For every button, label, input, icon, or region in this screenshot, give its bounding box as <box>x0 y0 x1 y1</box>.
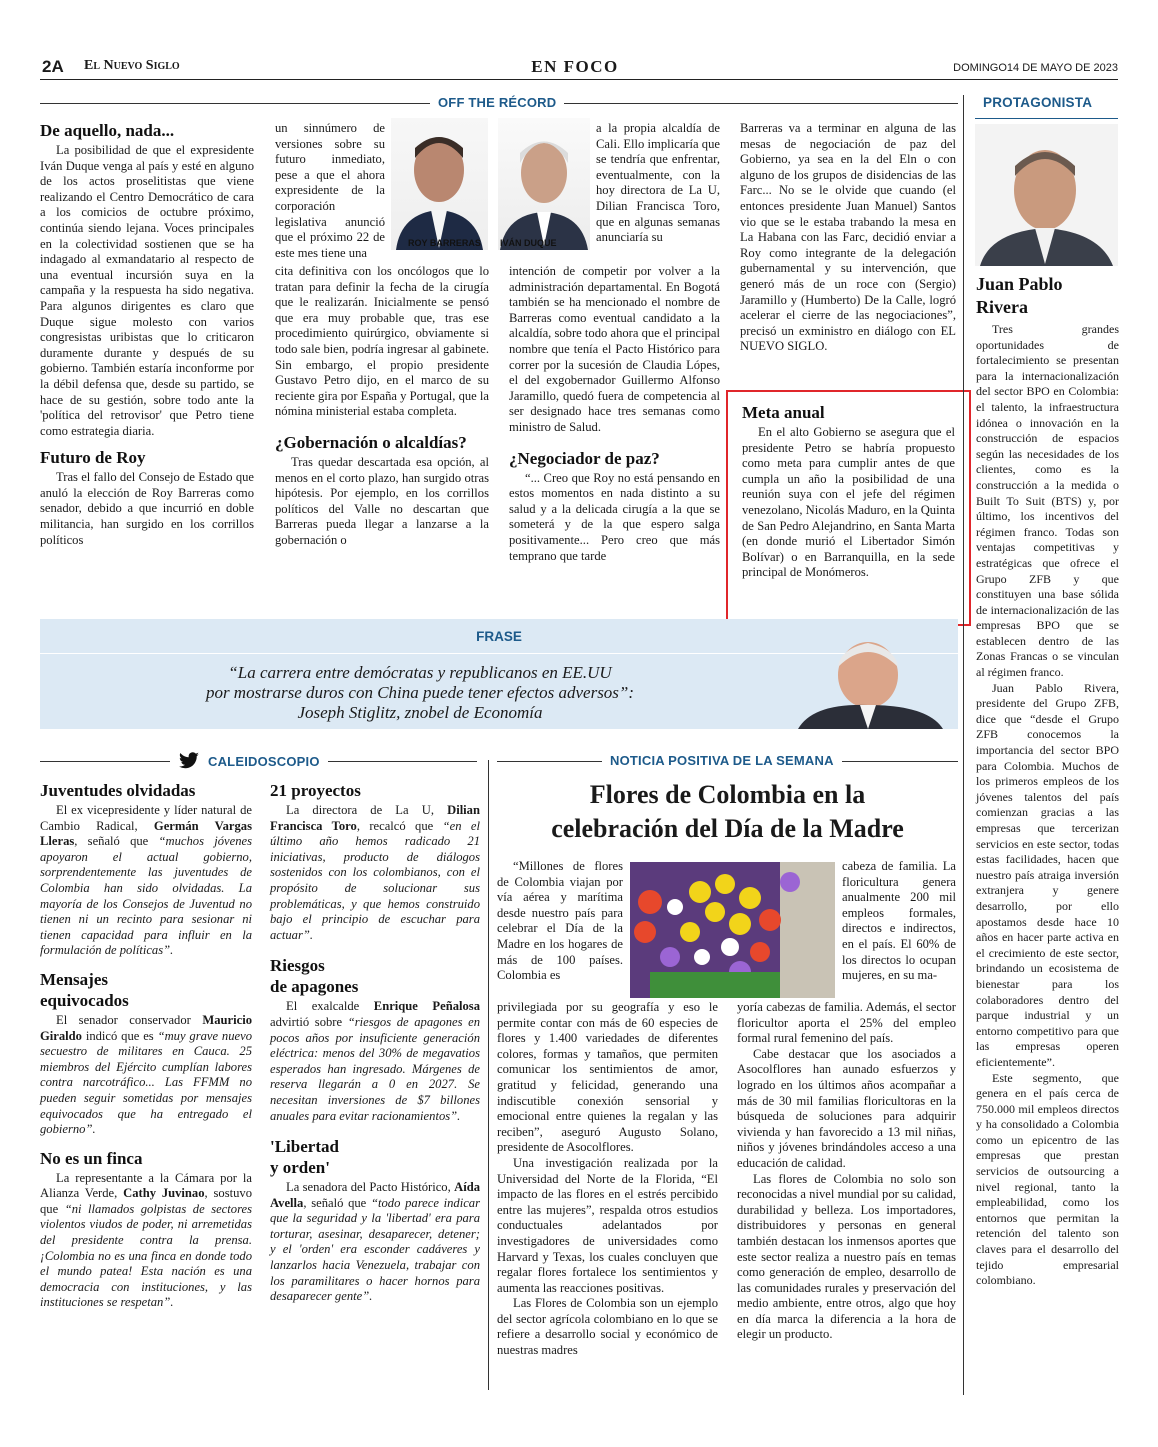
issue-date: DOMINGO14 DE MAYO DE 2023 <box>953 62 1118 74</box>
roy-barreras-caption: ROY BARRERAS <box>408 238 481 248</box>
flowers-bouquet-icon <box>630 862 835 998</box>
noticia-colA: privilegiada por su geografía y eso le permite contar con más de 60 especies de flores y 1.400 variedades de diferentes colores, formas y tamaños, que permiten comunicar los sentimientos de amor, gratitud y felicidad, generando una indiscutible conexión sensorial y emocional entre quienes la regalan y las reciben”, aseguró Augusto Solano, presidente de Asocolflores. Una investigación realizada por la Universidad del Norte de la Florida, “El impacto de las flores en el estrés percibido entre las mujeres”, respalda otros estudios conductuales adelantados por investigadores de universidades como Harvard y Texas, los cuales concluyen que regalar flores fortalece los sentimientos y aumenta las reacciones positivas. Las Flores de Colombia son un ejemplo del sector agrícola colombiano en lo que se refiere a desarrollo social y económico de nuestras madres <box>497 1000 718 1358</box>
otr-col4-text: Barreras va a terminar en alguna de las mesas de negociación de paz del Gobierno, ya sea en la del Eln o con alguno de los grupos de disidencias de las Farc... No se le olvide que cuando (el entonces presidente Juan Manuel) Santos vio que se le estaba trabando la mesa en La Habana con las Farc, decidió enviar a Roy como integrante de la delegación gubernamental y su intervención, que generó más de un roce con (Sergio) Jaramillo y (Humberto) De la Calle, logró acelerar el cierre de las negociaciones”, precisó un exministro en diálogo con EL NUEVO SIGLO. <box>740 121 956 354</box>
cal-name-toro: Dilian Francisca Toro <box>270 803 480 833</box>
otr-text-meta-anual: En el alto Gobierno se asegura que el presidente Petro se habría propuesto como meta para cumplir antes de que cumpla un año la posibilidad de una reunión suya con el jefe del régimen venezolano, Nicolás Maduro, en la Quinta de San Pedro Alejandrino, en Santa Marta (en donde murió el Libertador Simón Bolívar) o en Barranquilla, en la sede principal de Monómeros. <box>742 425 955 580</box>
cal-text-finca: La representante a la Cámara por la Alianza Verde, Cathy Juvinao, sostuvo que “ni llamados golpistas de sectores violentos viudos de poder, ni arremetidas del presidente contra la prensa. ¡Colombia no es una finca en donde todo el mundo patea! Esta nación es una democracia con instituciones, y las instituciones se respetan”. <box>40 1170 252 1310</box>
twitter-bird-icon <box>178 752 200 770</box>
masthead: El Nuevo Siglo <box>84 58 180 73</box>
cal-text-mensajes: El senador conservador Mauricio Giraldo indicó que es “muy grave nuevo secuestro de militares en Cauca. 25 miembros del Ejército cumplían labores contra narcotráfico... Las FFMM no pueden seguir sometidas por mensajes equivocados que ha entregado el gobierno”. <box>40 1012 253 1137</box>
noticia-headline-line2: celebración del Día de la Madre <box>551 814 904 843</box>
cal-name-penalosa: Enrique Peñalosa <box>373 999 480 1014</box>
cal-text-libertad: La senadora del Pacto Histórico, Aída Avella, señaló que “todo parece indicar que la seguridad y la 'libertad' era para torturar, asesinar, desaparecer, detener; y el 'orden' era esconder cadáveres y lanzarlos hacia Venezuela, trabajar con los paramilitares o hacer hornos para desaparecer gente”. <box>270 1180 480 1304</box>
otr-col2-top: un sinnúmero de versiones sobre su futuro inmediato, pese a que el ahora expresidente de la corporación legislativa anunció que el próximo 22 de este mes tiene una <box>275 121 385 260</box>
otr-heading-negociador: ¿Negociador de paz? <box>509 448 660 468</box>
header-rule <box>40 79 1118 80</box>
otr-text-de-aquello: La posibilidad de que el expresidente Iván Duque venga al país y esté en alguno de los actos proselitistas que viene realizando el Centro Democrático de cara a los comicios de octubre próximo, continúa siendo lejana. Voces principales en la colectividad sostienen que se ha indagado al exmandatario al respecto de una eventual incursión suya en la campaña y la respuesta ha sido negativa. Para algunos dirigentes es claro que Duque sigue molesto con varios congresistas uribistas que lo criticaron duramente durante y después de su gobierno. También estaría inconforme por la débil defensa que, desde su partido, se hace de su gestión, sobre todo ante la 'política del retrovisor' que Petro tiene como estrategia diaria. <box>40 143 254 438</box>
cal-text-riesgos: El exalcalde Enrique Peñalosa advirtió sobre “riesgos de apagones en pocos años por insuficiente generación eléctrica: menos del 30% de megavatios esperados han ingresado. Márgenes de reserva llegarán a 0 en 2027. Se necesitan inversiones de $7 billones anuales para evitar racionamientos”. <box>270 999 480 1123</box>
otr-col3-top: a la propia alcaldía de Cali. Ello implicaría que se tendría que enfrentar, eventualmente, con la hoy directora de La U, Dilian Francisca Toro, que en algunas semanas anunciaría su <box>596 121 720 245</box>
protagonista-label: PROTAGONISTA <box>983 95 1093 110</box>
protagonista-p2: Juan Pablo Rivera, presidente del Grupo ZFB, dice que “desde el Grupo ZFB conocemos la importancia del sector BPO para Colombia. Muchos de los primeros empleos de los jóvenes talentos del país comienzan gracias a las empresas que tercerizan servicios en este sector, todas estas facilidades, hacen que nuestro país atraiga inversión extranjera y genere desarrollo, por ello apostamos desde hace 10 años en hacer parte activa en el crecimiento de este sector, brindando un ecosistema de bienestar para los colaboradores dentro del parque industrial y un entorno competitivo para que las empresas operen eficientemente”. <box>976 680 1119 1069</box>
caleidoscopio-col2 <box>270 778 480 1305</box>
noticia-headline <box>497 778 958 846</box>
noticia-colA-narrow: “Millones de flores de Colombia viajan por vía aérea y marítima desde nuestro país para celebrar el Día de la Madre en los hogares de más de 100 países. Colombia es <box>497 859 623 983</box>
frase-label: FRASE <box>476 629 522 644</box>
roy-barreras-photo <box>391 118 488 250</box>
ivan-duque-photo <box>498 118 590 250</box>
otr-text-negociador: “... Creo que Roy no está pensando en estos momentos en nada distinto a su salud y a la delicada cirugía a la que se someterá y de la que espero salga positivamente... Pero creo que más temprano que tarde <box>509 470 720 563</box>
noticia-divider <box>488 760 489 1390</box>
cal-name-giraldo: Mauricio Giraldo <box>40 1012 252 1043</box>
cal-heading-riesgos: Riesgos de apagones <box>270 956 359 997</box>
cal-name-avella: Aída Avella <box>270 1180 480 1210</box>
flowers-photo <box>630 862 835 998</box>
noticia-headline-line1: Flores de Colombia en la <box>589 780 866 809</box>
frase-line1: “La carrera entre demócratas y republicanos en EE.UU <box>228 663 612 682</box>
protagonista-name-line1: Juan Pablo <box>976 274 1063 294</box>
stiglitz-photo <box>768 633 958 729</box>
otr-col1 <box>40 118 254 548</box>
cal-text-juventudes: El ex vicepresidente y líder natural de Cambio Radical, Germán Vargas Lleras, señaló que “muchos jóvenes apoyaron el actual gobierno, sorprendentemente las juventudes de Colombia han sido olvidadas. La mayoría de los Consejos de Juventud no tienen ni un recinto para sesionar ni tienen capacidad para influir en la formulación de políticas”. <box>40 803 252 958</box>
frase-line3: Joseph Stiglitz, znobel de Economía <box>297 703 543 722</box>
protagonista-p1: Tres grandes oportunidades de fortalecimiento se presentan para la internacionalización del sector BPO en Colombia: el talento, la infraestructura idónea o innovación en la construcción de espacios según las necesidades de los clientes, como es la construcción a la medida o Built To Suit (BTS) y, por último, los incentivos del régimen franco. Todas son ventajas competitivas y estratégicas que ofrece el Grupo ZFB y que constituyen una base sólida de internacionalización de las empresas BPO que se establecen dentro de las Zonas Francas o se vinculan al régimen franco. <box>976 322 1119 680</box>
portrait-icon <box>498 118 590 250</box>
noticia-colB: yoría cabezas de familia. Además, el sector floricultor aporta el 25% del empleo formal rural femenino del país. Cabe destacar que los asociados a Asocolflores han aunado esfuerzos y logrado en los últimos años acompañar a más de 30 mil familias floricultoras en la búsqueda de soluciones para adquirir vivienda y han favorecido a 13 mil niñas, niños y jóvenes brindándoles acceso a una educación de calidad. Las flores de Colombia no solo son reconocidas a nivel mundial por su calidad, durabilidad y belleza. Los importadores, distribuidores y personas en general también destacan los inmensos aportes que este sector realiza a nuestro país en temas como generación de empleo, desarrollo de las comunidades rurales y preservación del medio ambiente, entre otros, algo que hoy en día marca la diferencia a la hora de elegir un producto. <box>737 1000 956 1342</box>
otr-heading-de-aquello: De aquello, nada... <box>40 121 175 140</box>
cal-heading-21-proyectos: 21 proyectos <box>270 781 361 800</box>
cal-text-21-proyectos: La directora de La U, Dilian Francisca Toro, recalcó que “en el último año hemos radicado 21 iniciativas, producto de diálogos sostenidos con los colombianos, con el propósito de solucionar sus problemáticas, y que hemos construido bajo el principio de escuchar para actuar”. <box>270 803 480 942</box>
cal-heading-mensajes: Mensajes equivocados <box>40 969 129 1010</box>
otr-text-futuro-roy: Tras el fallo del Consejo de Estado que anuló la elección de Roy Barreras como senador, debido a que incurrió en doble militancia, han surgido en los corrillos políticos <box>40 470 254 547</box>
caleidoscopio-label-wrap <box>170 752 328 770</box>
cal-name-juvinao: Cathy Juvinao <box>123 1186 205 1201</box>
otr-heading-futuro-roy: Futuro de Roy <box>40 448 146 468</box>
cal-name-vargas: Germán Vargas Lleras <box>40 818 252 849</box>
page-number: 2A <box>42 57 64 76</box>
otr-text-gobernacion: Tras quedar descartada esa opción, al menos en el corto plazo, han surgido otras hipótesis. Por ejemplo, en los corrillos políticos del Valle no descartan que Barreras pueda llegar a lanzarse a la gobernación o <box>275 454 489 547</box>
otr-col3 <box>509 264 720 564</box>
ivan-duque-caption: IVÁN DUQUE <box>500 238 557 248</box>
meta-anual-box <box>726 390 971 626</box>
juan-pablo-rivera-photo <box>975 124 1118 266</box>
otr-heading-gobernacion: ¿Gobernación o alcaldías? <box>275 432 467 452</box>
frase-line2: por mostrarse duros con China puede tener efectos adversos”: <box>205 683 635 702</box>
portrait-icon <box>768 633 958 729</box>
cal-heading-libertad: 'Libertad y orden' <box>270 1137 339 1178</box>
otr-col3-text: intención de competir por volver a la administración departamental. En Bogotá también se ha mencionado el nombre de Barreras como eventual candidato a la alcaldía, sobre todo ahora que el principal nombre que tenía el Pacto Histórico para correr por la sucesión de Claudia Lópes, el del exgobernador Guillermo Alfonso Jaramillo, quedó fuera de competencia al ser designado hace tres semanas como ministro de Salud. <box>509 264 720 434</box>
protagonista-name <box>976 272 1119 320</box>
protagonista-name-line2: Rivera <box>976 297 1028 317</box>
protagonista-p3: Este segmento, que genera en el país cerca de 750.000 mil empleos directos y ha consolidado a Colombia como un epicentro de las empresas que prestan servicios de outsourcing a nivel regional, tanto la empleabilidad, como los entornos que permitan la retención del talento son claves para el desarrollo del tejido empresarial colombiano. <box>976 1070 1119 1288</box>
protagonista-divider <box>963 95 964 1395</box>
protagonista-rule <box>975 118 1118 119</box>
caleidoscopio-col1 <box>40 778 252 1311</box>
frase-quote <box>120 663 720 723</box>
portrait-icon <box>975 124 1118 266</box>
cal-heading-juventudes: Juventudes olvidadas <box>40 781 196 800</box>
noticia-label: NOTICIA POSITIVA DE LA SEMANA <box>602 753 842 768</box>
protagonista-body <box>976 322 1119 1289</box>
otr-col2 <box>275 264 489 549</box>
frase-box <box>40 619 958 729</box>
portrait-icon <box>391 118 488 250</box>
otr-col2-text: cita definitiva con los oncólogos que lo tratan para definir la fecha de la cirugía que le realizarán. Inicialmente se pensó que era muy probable que, tras ese procedimiento quirúrgico, obviamente si todo sale bien, podría ingresar al gabinete. Sin embargo, el propio presidente Gustavo Petro dijo, en el marco de su reciente gira por España y Portugal, que la nómina ministerial estaba completa. <box>275 264 490 419</box>
noticia-colB-narrow: cabeza de familia. La floricultura genera anualmente 200 mil empleos formales, directos e indirectos, en el país. El 60% de los directos lo ocupan mujeres, en su ma- <box>842 859 956 983</box>
caleidoscopio-label: CALEIDOSCOPIO <box>208 753 320 769</box>
cal-heading-finca: No es un finca <box>40 1148 143 1168</box>
otr-label: OFF THE RÉCORD <box>430 95 564 110</box>
section-title: EN FOCO <box>531 57 619 76</box>
otr-heading-meta-anual: Meta anual <box>742 403 825 422</box>
